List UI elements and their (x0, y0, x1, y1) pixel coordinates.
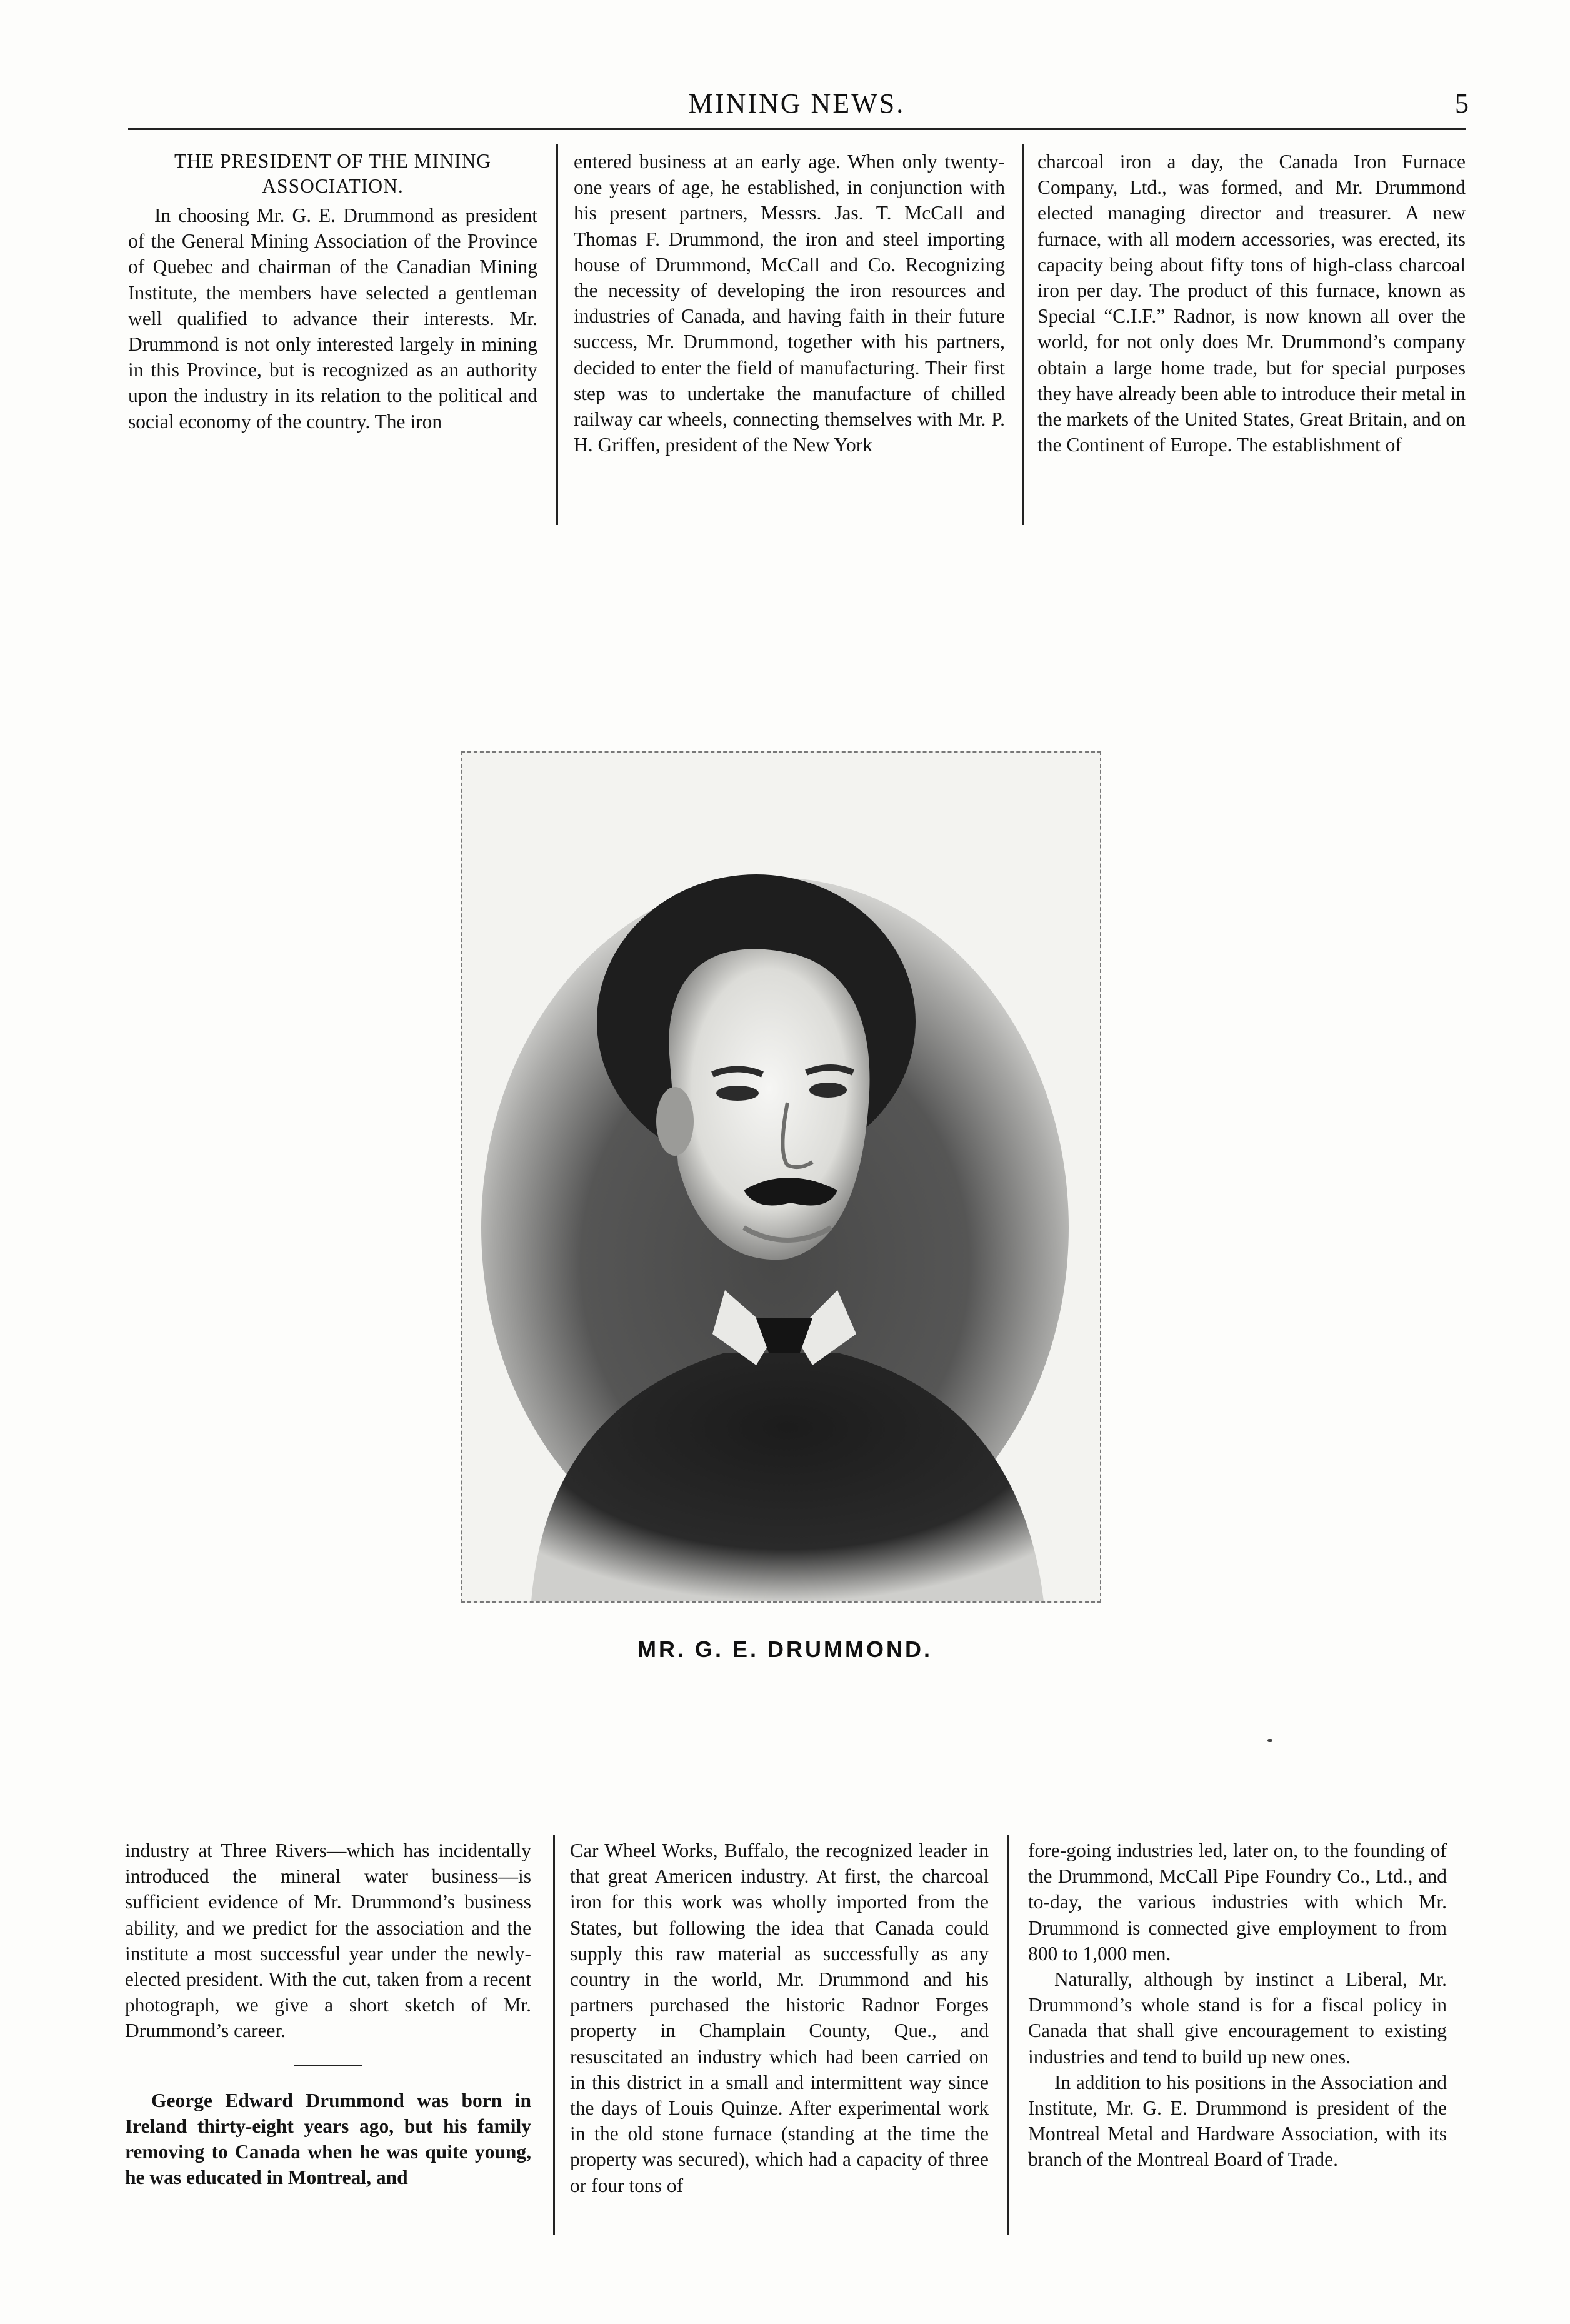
photo-caption: MR. G. E. DRUMMOND. (638, 1636, 932, 1662)
top-column-3 (1038, 149, 1466, 458)
running-title: MINING NEWS. (688, 88, 906, 119)
paragraph: entered business at an early age. When only twenty-one years of age, he established, in conjunction with his present partners, Messrs. Jas. T. McCall and Thomas F. Drummond, the iron and steel importing house of Drummond, McCall and Co. Recognizing the necessity of developing the iron resources and industries of Canada, and having faith in their future success, Mr. Drummond, together with his partners, decided to enter the field of manufacturing. Their first step was to undertake the manufacture of chilled railway car wheels, connecting themselves with Mr. P. H. Griffen, president of the New York (574, 151, 1005, 456)
top-column-2 (574, 149, 1005, 458)
paragraph: charcoal iron a day, the Canada Iron Furnace Company, Ltd., was formed, and Mr. Drummond elected managing director and treasurer. A new furnace, with all modern accessories, was erected, its capacity being about fifty tons of high-class charcoal iron per day. The product of this furnace, known as Special “C.I.F.” Radnor, is now known all over the world, for not only does Mr. Drummond’s company obtain a large home trade, but for special purposes they have already been able to introduce their metal in the markets of the United States, Great Britain, and on the Continent of Europe. The establishment of (1038, 151, 1466, 456)
column-rule (1008, 1835, 1009, 2235)
paragraph: In choosing Mr. G. E. Drummond as president of the General Mining Association of the Province of Quebec and chairman of the Canadian Mining Institute, the members have selected a gentleman well qualified to advance their interests. Mr. Drummond is not only interested largely in mining in this Province, but is recognized as an authority upon the industry in its relation to the political and social economy of the country. The iron (128, 204, 538, 433)
paragraph: Car Wheel Works, Buffalo, the recognized leader in that great Americen industry. At first, the charcoal iron for this work was wholly imported from the States, but following the idea that Canada could supply this raw material as successfully as any country in the world, Mr. Drummond and his partners purchased the historic Radnor Forges property in Champlain County, Que., and resuscitated an industry which had been carried on in this district in a small and intermittent way since the days of Louis Quinze. After experimental work in the old stone furnace (standing at the time the property was secured), which had a capacity of three or four tons of (570, 1840, 989, 2196)
print-speck (1268, 1739, 1272, 1742)
paragraph: In addition to his positions in the Association and Institute, Mr. G. E. Drummond is president of the Montreal Metal and Hardware Association, with its branch of the Montreal Board of Trade. (1028, 2071, 1447, 2171)
paragraph: fore-going industries led, later on, to the founding of the Drummond, McCall Pipe Foundry Co., Ltd., and to-day, the various industries with which Mr. Drummond is connected give employment to from 800 to 1,000 men. (1028, 1840, 1447, 1965)
portrait-image (462, 753, 1100, 1601)
article-heading: THE PRESIDENT OF THE MINING ASSOCIATION. (174, 150, 492, 197)
column-rule (1022, 144, 1024, 525)
top-column-1 (128, 149, 538, 434)
section-separator (294, 2065, 362, 2066)
bottom-column-2 (570, 1838, 989, 2198)
paragraph: Naturally, although by instinct a Liberal, Mr. Drummond’s whole stand is for a fiscal policy in Canada that shall give encouragement to existing industries and tend to build up new ones. (1028, 1968, 1447, 2068)
column-rule (553, 1835, 555, 2235)
bottom-column-3 (1028, 1838, 1447, 2173)
paragraph: George Edward Drummond was born in Ireland thirty-eight years ago, but his family removing to Canada when he was quite young, he was educated in Montreal, and (125, 2089, 531, 2189)
page-number: 5 (1455, 88, 1469, 119)
page-header (125, 88, 1469, 125)
column-rule (556, 144, 558, 525)
portrait-photo (461, 751, 1101, 1603)
header-rule (128, 128, 1466, 130)
paragraph: industry at Three Rivers—which has incidentally introduced the mineral water business—is sufficient evidence of Mr. Drummond’s business ability, and we predict for the association and the institute a most successful year under the newly-elected president. With the cut, taken from a recent photograph, we give a short sketch of Mr. Drummond’s career. (125, 1840, 531, 2042)
bottom-column-1 (125, 1838, 531, 2190)
